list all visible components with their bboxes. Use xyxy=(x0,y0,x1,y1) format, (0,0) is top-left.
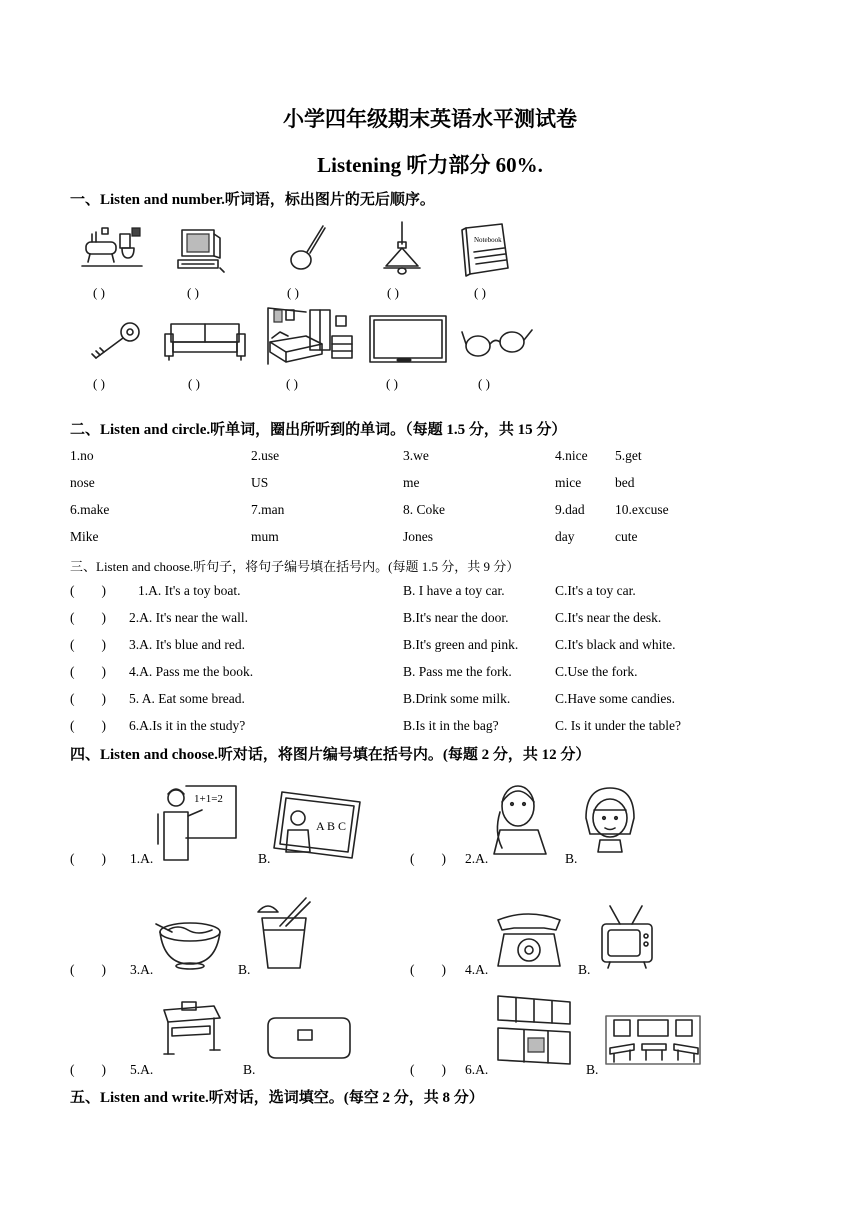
option-c: C.It's a toy car. xyxy=(555,583,636,598)
word-cell: nose xyxy=(70,475,95,490)
answer-paren: ( ) xyxy=(70,691,106,706)
section-3-heading: 三、Listen and choose.听句子，将句子编号填在括号内。(每题 1.5 分，共 9 分） xyxy=(70,559,520,574)
answer-paren: ( ) xyxy=(70,962,106,977)
option-b: B. Pass me the fork. xyxy=(403,664,512,679)
option-c: C.Have some candies. xyxy=(555,691,675,706)
section-1-heading: 一、Listen and number.听词语，标出图片的无后顺序。 xyxy=(70,192,435,208)
option-a: 1.A. xyxy=(130,851,154,866)
board-math-text: 1+1=2 xyxy=(194,793,223,805)
option-a: 6.A.Is it in the study? xyxy=(129,718,246,733)
option-b: B.Drink some milk. xyxy=(403,691,511,706)
option-a: 2.A. It's near the wall. xyxy=(129,610,249,625)
option-b: B. xyxy=(565,851,578,866)
option-b: B. xyxy=(578,962,591,977)
answer-paren: ( ) xyxy=(70,718,106,733)
option-a: 3.A. xyxy=(130,962,154,977)
page-subtitle: Listening 听力部分 60%. xyxy=(317,153,543,177)
section-5-heading: 五、Listen and write.听对话，选词填空。(每空 2 分，共 8 分） xyxy=(70,1090,484,1106)
option-c: C.It's black and white. xyxy=(555,637,676,652)
school-desk-picture xyxy=(158,1000,224,1058)
word-cell: day xyxy=(555,529,575,544)
word-cell: US xyxy=(251,475,269,490)
answer-paren-6: ( ) xyxy=(93,376,105,391)
option-b: B. I have a toy car. xyxy=(403,583,505,598)
answer-paren-2: ( ) xyxy=(187,285,199,300)
answer-paren-10: ( ) xyxy=(478,376,490,391)
answer-paren: ( ) xyxy=(70,610,106,625)
answer-paren-7: ( ) xyxy=(188,376,200,391)
option-c: C.Use the fork. xyxy=(555,664,638,679)
option-a: 2.A. xyxy=(465,851,489,866)
key-picture xyxy=(88,320,144,364)
section-4-heading: 四、Listen and choose.听对话，将图片编号填在括号内。(每题 2 分，共 12 分） xyxy=(70,747,591,763)
board-abc-text: A B C xyxy=(316,819,347,833)
tv-picture xyxy=(600,904,654,970)
option-a: 6.A. xyxy=(465,1062,489,1077)
option-a: 4.A. xyxy=(465,962,489,977)
bathroom-picture xyxy=(82,224,144,270)
word-cell: Jones xyxy=(403,529,433,544)
answer-paren-1: ( ) xyxy=(93,285,105,300)
word-cell: 6.make xyxy=(70,502,110,517)
answer-paren: ( ) xyxy=(70,1062,106,1077)
answer-paren: ( ) xyxy=(410,1062,446,1077)
word-cell: 5.get xyxy=(615,448,642,463)
teacher-math-picture xyxy=(152,784,238,860)
option-a: 3.A. It's blue and red. xyxy=(129,637,246,652)
answer-paren: ( ) xyxy=(70,583,106,598)
option-c: C.It's near the desk. xyxy=(555,610,662,625)
bathtub-picture xyxy=(262,1016,354,1062)
answer-paren: ( ) xyxy=(70,637,106,652)
answer-paren: ( ) xyxy=(410,851,446,866)
option-a: 4.A. Pass me the book. xyxy=(129,664,254,679)
notebook-label: Notebook xyxy=(474,236,502,244)
section-2-heading: 二、Listen and circle.听单词，圈出所听到的单词。（每题 1.5 分，共 15 分） xyxy=(70,422,567,438)
option-a: 5. A. Eat some bread. xyxy=(129,691,245,706)
juice-glass-picture xyxy=(256,896,312,970)
option-c: C. Is it under the table? xyxy=(555,718,681,733)
option-b: B. xyxy=(258,851,271,866)
option-b: B. xyxy=(243,1062,256,1077)
word-cell: 1.no xyxy=(70,448,94,463)
soup-bowl-picture xyxy=(154,918,226,970)
girl-short-hair-picture xyxy=(580,784,640,854)
word-cell: 7.man xyxy=(251,502,285,517)
glasses-picture xyxy=(462,322,534,362)
answer-paren: ( ) xyxy=(410,962,446,977)
teacher-abc-picture xyxy=(268,788,364,862)
answer-paren-8: ( ) xyxy=(286,376,298,391)
girl-ponytail-picture xyxy=(490,782,552,856)
blackboard-picture xyxy=(368,314,450,366)
answer-paren-9: ( ) xyxy=(386,376,398,391)
word-cell: mum xyxy=(251,529,279,544)
word-cell: 10.excuse xyxy=(615,502,669,517)
word-cell: mice xyxy=(555,475,582,490)
option-a: 1.A. It's a toy boat. xyxy=(138,583,241,598)
word-cell: cute xyxy=(615,529,638,544)
word-cell: 8. Coke xyxy=(403,502,445,517)
bedroom-picture xyxy=(266,306,356,368)
answer-paren: ( ) xyxy=(70,664,106,679)
answer-paren: ( ) xyxy=(70,851,106,866)
page-title: 小学四年级期末英语水平测试卷 xyxy=(283,107,577,131)
option-a: 5.A. xyxy=(130,1062,154,1077)
word-cell: Mike xyxy=(70,529,99,544)
telephone-picture xyxy=(490,912,568,972)
word-cell: 2.use xyxy=(251,448,280,463)
word-cell: me xyxy=(403,475,420,490)
answer-paren-3: ( ) xyxy=(287,285,299,300)
word-cell: 3.we xyxy=(403,448,429,463)
answer-paren-5: ( ) xyxy=(474,285,486,300)
option-b: B. xyxy=(586,1062,599,1077)
lamp-picture xyxy=(382,222,422,276)
classroom-picture xyxy=(604,1014,702,1066)
word-cell: 4.nice xyxy=(555,448,588,463)
option-b: B.Is it in the bag? xyxy=(403,718,499,733)
word-cell: 9.dad xyxy=(555,502,585,517)
computer-picture xyxy=(176,228,226,274)
option-b: B.It's near the door. xyxy=(403,610,509,625)
option-b: B. xyxy=(238,962,251,977)
word-cell: bed xyxy=(615,475,635,490)
kitchen-picture xyxy=(494,994,574,1066)
sofa-picture xyxy=(163,320,247,364)
answer-paren-4: ( ) xyxy=(387,285,399,300)
option-b: B.It's green and pink. xyxy=(403,637,519,652)
notebook-picture xyxy=(460,222,512,278)
spoon-picture xyxy=(287,222,329,276)
